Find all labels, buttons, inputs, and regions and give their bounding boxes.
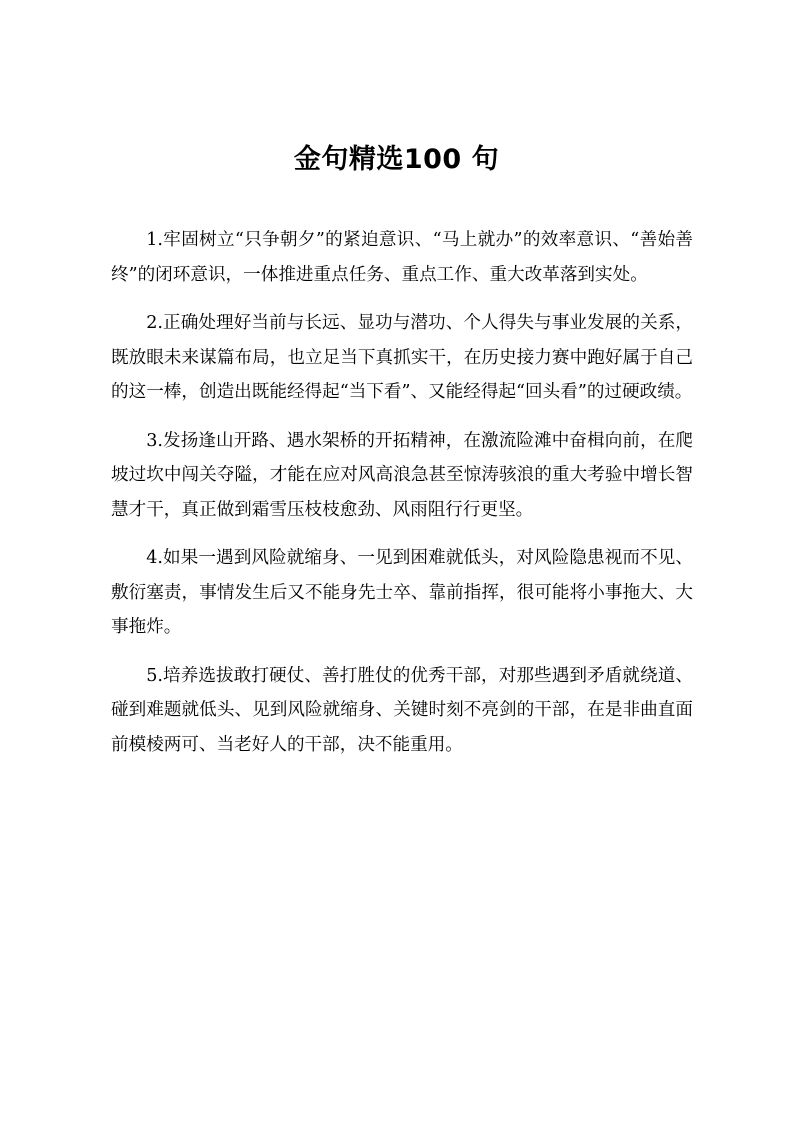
document-title: 金句精选100 句: [293, 144, 500, 175]
document-body: [111, 223, 693, 776]
paragraph-2: 2.正确处理好当前与长远、显功与潜功、个人得失与事业发展的关系，既放眼未来谋篇布局，也立足当下真抓实干，在历史接力赛中跑好属于自己的这一棒，创造出既能经得起“当下看”、又能经得起“回头看”的过硬政绩。: [111, 313, 693, 402]
paragraph-1: 1.牢固树立“只争朝夕”的紧迫意识、“马上就办”的效率意识、“善始善终”的闭环意识，一体推进重点任务、重点工作、重大改革落到实处。: [111, 230, 693, 285]
paragraph-3: 3.发扬逢山开路、遇水架桥的开拓精神，在激流险滩中奋楫向前，在爬坡过坎中闯关夺隘，才能在应对风高浪急甚至惊涛骇浪的重大考验中增长智慧才干，真正做到霜雪压枝枝愈劲、风雨阻行行更坚。: [111, 430, 693, 520]
paragraph-5: 5.培养选拔敢打硬仗、善打胜仗的优秀干部，对那些遇到矛盾就绕道、碰到难题就低头、见到风险就缩身、关键时刻不亮剑的干部，在是非曲直面前模棱两可、当老好人的干部，决不能重用。: [111, 665, 693, 755]
paragraph-4: 4.如果一遇到风险就缩身、一见到困难就低头，对风险隐患视而不见、敷衍塞责，事情发生后又不能身先士卒、靠前指挥，很可能将小事拖大、大事拖炸。: [111, 548, 693, 637]
